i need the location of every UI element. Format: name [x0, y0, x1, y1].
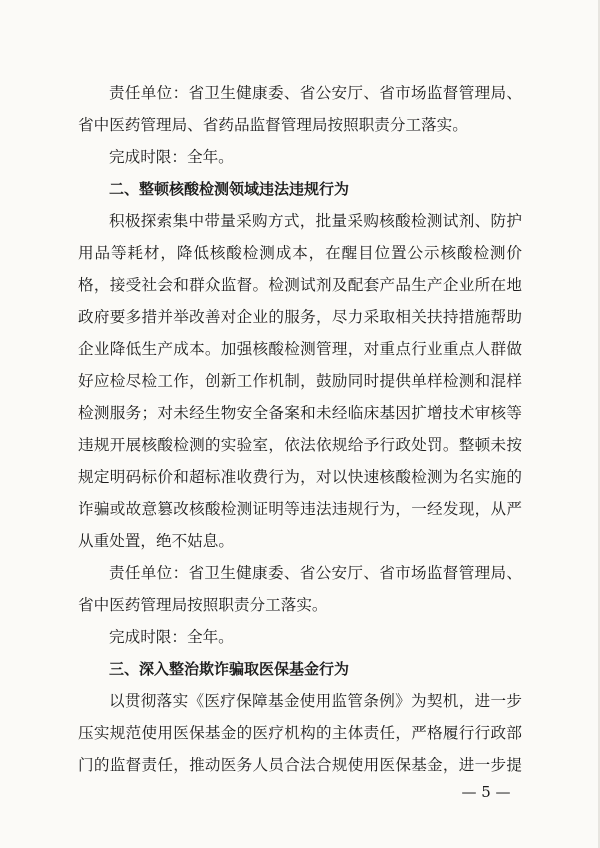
body-text-line: 好应检尽检工作，创新工作机制，鼓励同时提供单样检测和混样 [78, 372, 522, 390]
body-text-line: 完成时限：全年。 [109, 148, 234, 166]
body-text-line: 政府要多措并举改善对企业的服务，尽力采取相关扶持措施帮助 [78, 308, 522, 326]
body-text-line: 从重处置，绝不姑息。 [78, 532, 234, 550]
body-text-line: 责任单位：省卫生健康委、省公安厅、省市场监督管理局、 [109, 564, 522, 582]
body-text-line: 企业降低生产成本。加强核酸检测管理，对重点行业重点人群做 [78, 340, 522, 358]
body-text-line: 格，接受社会和群众监督。检测试剂及配套产品生产企业所在地 [78, 276, 522, 294]
body-text-line: 积极探索集中带量采购方式，批量采购核酸检测试剂、防护 [109, 212, 522, 230]
body-text-line: 违规开展核酸检测的实验室，依法依规给予行政处罚。整顿未按 [78, 436, 522, 454]
body-text-line: 规定明码标价和超标准收费行为，对以快速核酸检测为名实施的 [78, 468, 522, 486]
body-text-line: 省中医药管理局按照职责分工落实。 [78, 596, 328, 614]
body-text-line: 以贯彻落实《医疗保障基金使用监管条例》为契机，进一步 [109, 692, 522, 710]
body-text-line: 责任单位：省卫生健康委、省公安厅、省市场监督管理局、 [109, 84, 522, 102]
body-text-line: 压实规范使用医保基金的医疗机构的主体责任，严格履行行政部 [78, 724, 522, 742]
body-text-line: 门的监督责任，推动医务人员合法合规使用医保基金，进一步提 [78, 756, 522, 774]
body-text-line: 诈骗或故意篡改核酸检测证明等违法违规行为，一经发现，从严 [78, 500, 522, 518]
section-heading: 三、深入整治欺诈骗取医保基金行为 [109, 660, 350, 678]
body-text-line: 用品等耗材，降低核酸检测成本，在醒目位置公示核酸检测价 [78, 244, 522, 262]
section-heading: 二、整顿核酸检测领域违法违规行为 [109, 180, 350, 198]
page-number: — 5 — [461, 783, 511, 801]
body-text-line: 检测服务；对未经生物安全备案和未经临床基因扩增技术审核等 [78, 404, 522, 422]
body-text-line: 省中医药管理局、省药品监督管理局按照职责分工落实。 [78, 116, 468, 134]
body-text-line: 完成时限：全年。 [109, 628, 234, 646]
